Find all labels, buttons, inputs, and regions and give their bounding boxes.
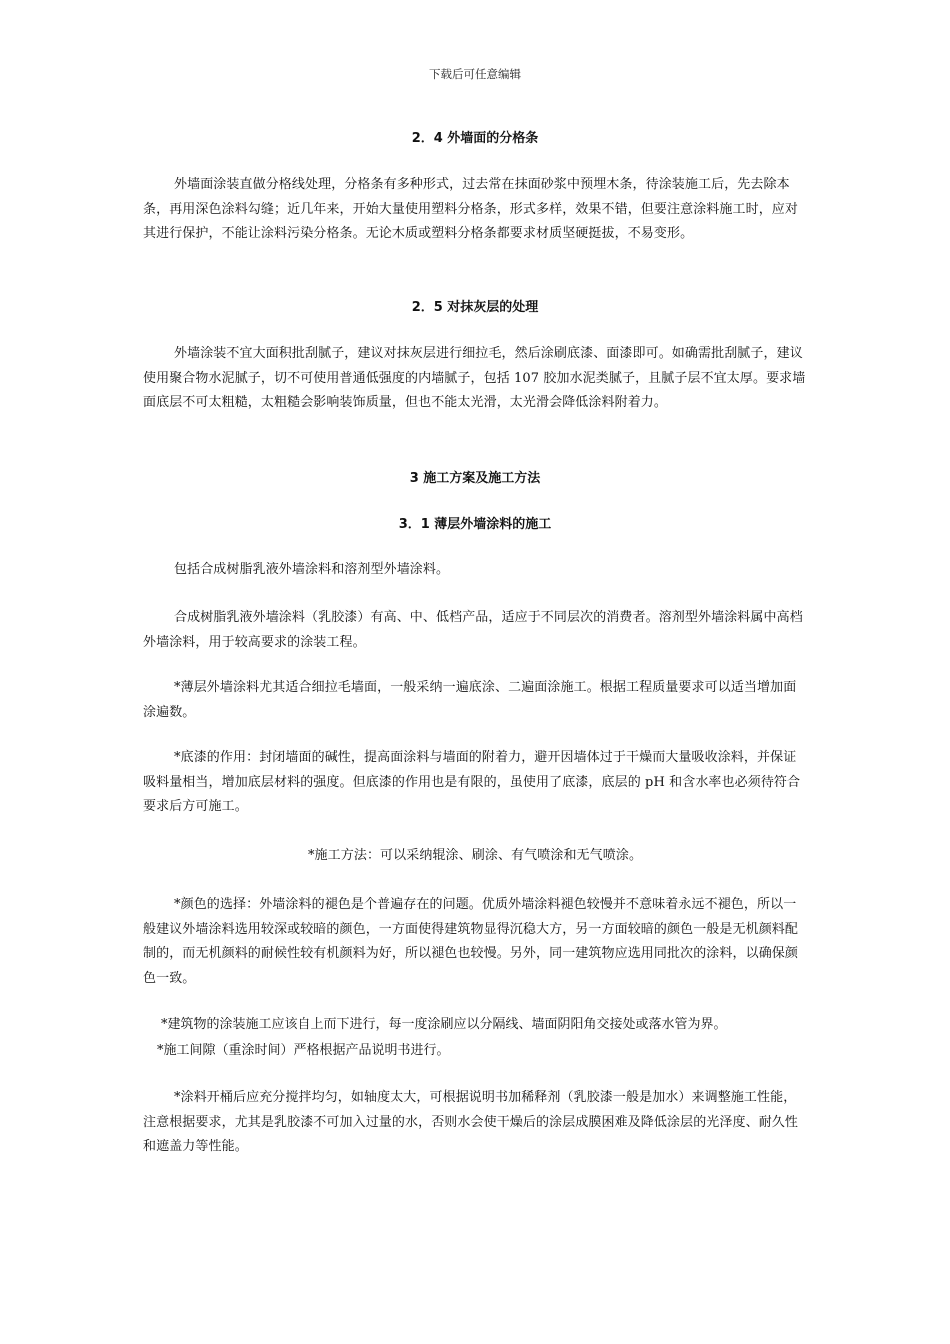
paragraph: *建筑物的涂装施工应该自上而下进行，每一度涂刷应以分隔线、墙面阴阳角交接处或落水管为界。 (161, 1017, 727, 1032)
paragraph: *薄层外墙涂料尤其适合细拉毛墙面，一般采纳一遍底涂、二遍面涂施工。根据工程质量要求可以适当增加面涂遍数。 (143, 680, 797, 720)
paragraph: 外墙涂装不宜大面积批刮腻子，建议对抹灰层进行细拉毛，然后涂刷底漆、面漆即可。如确需批刮腻子，建议使用聚合物水泥腻子，切不可使用普通低强度的内墙腻子，包括 107 胶加水泥类腻子，且腻子层不宜太厚。要求墙面底层不可太粗糙，太粗糙会影响装饰质量，但也不能太光滑，太光滑会降低涂料附着力。 (143, 346, 806, 410)
paragraph: *施工间隙（重涂时间）严格根据产品说明书进行。 (157, 1043, 450, 1058)
paragraph: 外墙面涂装直做分格线处理，分格条有多种形式，过去常在抹面砂浆中预埋木条，待涂装施工后，先去除本条，再用深色涂料勾缝；近几年来，开始大量使用塑料分格条，形式多样，效果不错，但要注意涂料施工时，应对其进行保护，不能让涂料污染分格条。无论木质或塑料分格条都要求材质坚硬挺拔，不易变形。 (143, 177, 799, 241)
paragraph: 包括合成树脂乳液外墙涂料和溶剂型外墙涂料。 (174, 562, 450, 577)
section-heading-3-1: 3．1 薄层外墙涂料的施工 (398, 517, 552, 532)
paragraph: *施工方法：可以采纳辊涂、刷涂、有气喷涂和无气喷涂。 (307, 848, 643, 863)
paragraph: *颜色的选择：外墙涂料的褪色是个普遍存在的问题。优质外墙涂料褪色较慢并不意味着永远不褪色，所以一般建议外墙涂料选用较深或较暗的颜色，一方面使得建筑物显得沉稳大方，另一方面较暗的颜色一般是无机颜料配制的，而无机颜料的耐候性较有机颜料为好，所以褪色也较慢。另外，同一建筑物应选用同批次的涂料，以确保颜色一致。 (143, 897, 799, 986)
paragraph: *底漆的作用：封闭墙面的碱性，提高面涂料与墙面的附着力，避开因墙体过于干燥而大量吸收涂料，并保证吸料量相当，增加底层材料的强度。但底漆的作用也是有限的，虽使用了底漆，底层的 pH 和含水率也必须待符合要求后方可施工。 (143, 750, 801, 814)
section-heading-3: 3 施工方案及施工方法 (409, 471, 541, 486)
section-heading-2-5: 2．5 对抹灰层的处理 (411, 300, 539, 315)
page-header: 下载后可任意编辑 (429, 67, 521, 81)
paragraph: 合成树脂乳液外墙涂料（乳胶漆）有高、中、低档产品，适应于不同层次的消费者。溶剂型外墙涂料属中高档外墙涂料，用于较高要求的涂装工程。 (143, 610, 803, 650)
section-heading-2-4: 2．4 外墙面的分格条 (411, 131, 539, 146)
paragraph: *涂料开桶后应充分搅拌均匀，如轴度太大，可根据说明书加稀释剂（乳胶漆一般是加水）来调整施工性能，注意根据要求，尤其是乳胶漆不可加入过量的水，否则水会使干燥后的涂层成膜困难及降低涂层的光泽度、耐久性和遮盖力等性能。 (143, 1090, 799, 1154)
